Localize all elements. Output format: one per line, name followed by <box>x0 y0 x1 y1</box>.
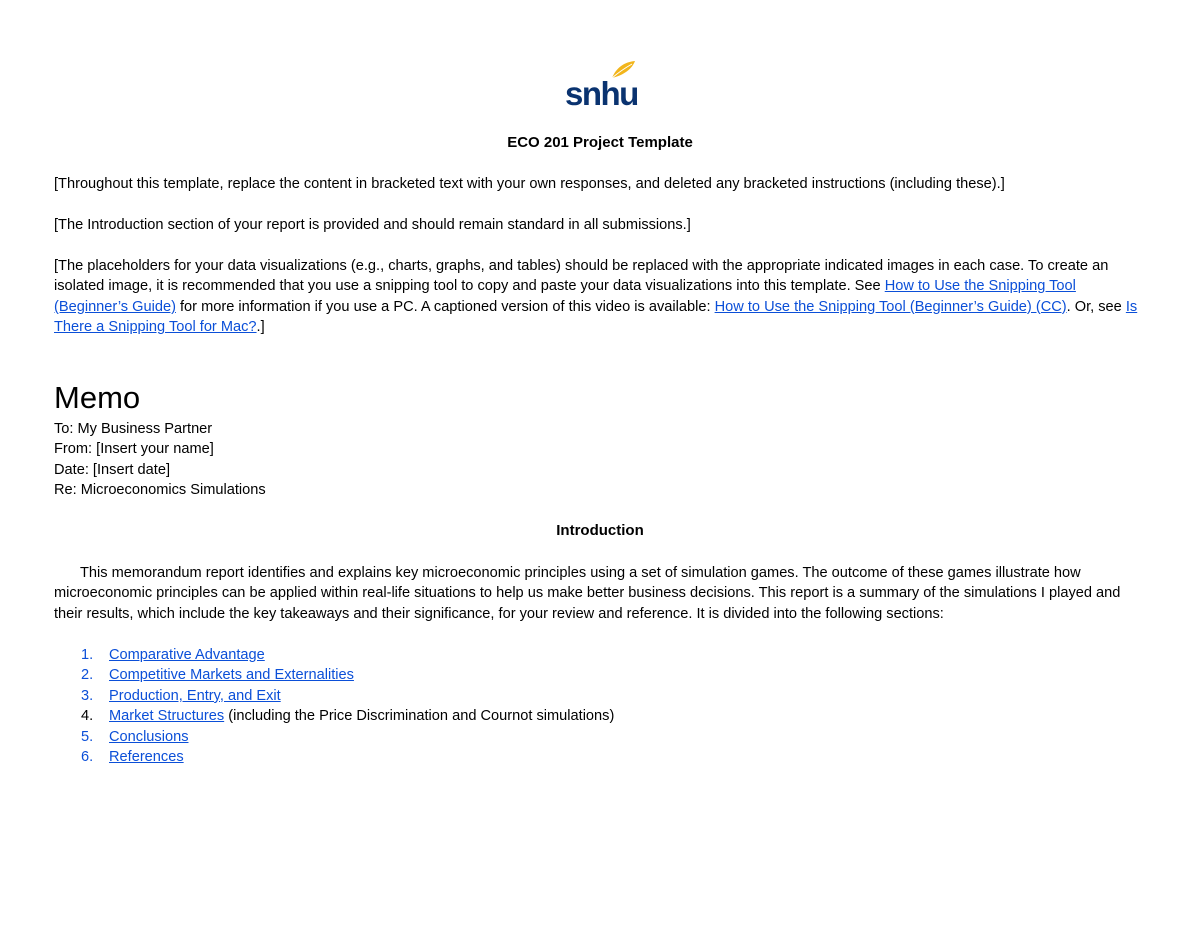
memo-heading: Memo <box>54 380 141 415</box>
instruction-text-b: for more information if you use a PC. A captioned version of this video is available: <box>175 298 715 315</box>
snipping-tool-guide-cc-link[interactable]: How to Use the Snipping Tool (Beginner’s Guide) (CC) <box>714 298 1067 315</box>
introduction-body: This memorandum report identifies and explains key microeconomic principles using a set of simulation games. The outcome of these games illustrate how microeconomic principles can be applied within real-life situations to help us make better business decisions. This report is a summary of the simulations I played and their results, which include the key takeaways and their significance, for your review and reference. It is divided into the following sections: <box>54 565 1121 622</box>
logo-text: snhu <box>565 75 638 112</box>
memo-date: Date: [Insert date] <box>54 461 171 478</box>
snhu-logo <box>565 60 638 112</box>
instruction-paragraph-3 <box>54 256 1146 338</box>
snipping-tool-mac-link[interactable]: Is There a Snipping Tool for Mac? <box>54 298 1138 336</box>
list-item <box>81 706 614 726</box>
toc-link-market-structures[interactable]: Market Structures <box>109 708 225 725</box>
instruction-text-d: .] <box>256 319 265 336</box>
toc-label: Production, Entry, and Exit <box>109 687 281 704</box>
toc-number: 3. <box>81 687 94 704</box>
memo-re: Re: Microeconomics Simulations <box>54 482 266 499</box>
document-page <box>54 0 1146 927</box>
toc-suffix: (including the Price Discrimination and Cournot simulations) <box>224 708 615 725</box>
toc-number: 2. <box>81 667 94 684</box>
toc-label: References <box>109 748 184 765</box>
toc-link-conclusions[interactable] <box>81 729 189 745</box>
instruction-text-a: [The placeholders for your data visualizations (e.g., charts, graphs, and tables) should be replaced with the appropriate indicated images in each case. To create an isolated image, it is recommended that you use a snipping tool to copy and paste your data visualizations into this template. See <box>54 258 1109 295</box>
document-title: ECO 201 Project Template <box>507 134 693 151</box>
list-item <box>81 747 614 767</box>
toc-link-references[interactable] <box>81 749 184 765</box>
memo-header-block <box>54 419 266 501</box>
instruction-paragraph-2: [The Introduction section of your report is provided and should remain standard in all submissions.] <box>54 217 691 233</box>
toc-link-comparative-advantage[interactable] <box>81 647 265 663</box>
list-item <box>81 665 614 685</box>
leaf-icon <box>610 60 636 80</box>
toc-link-production-entry-exit[interactable] <box>81 688 281 704</box>
instruction-text-c: . Or, see <box>1066 298 1126 315</box>
logo-area <box>54 60 1146 112</box>
instruction-paragraph-1: [Throughout this template, replace the content in bracketed text with your own responses, and deleted any bracketed instructions (including these).] <box>54 176 1005 192</box>
list-item <box>81 645 614 665</box>
introduction-heading: Introduction <box>556 522 644 539</box>
toc-number: 1. <box>81 647 94 663</box>
toc-number: 4. <box>81 708 94 725</box>
toc-link-competitive-markets[interactable] <box>81 667 354 683</box>
memo-to: To: My Business Partner <box>54 421 213 437</box>
snipping-tool-guide-link[interactable]: How to Use the Snipping Tool (Beginner’s Guide) <box>54 278 1076 315</box>
section-list <box>81 645 614 767</box>
memo-from: From: [Insert your name] <box>54 441 214 458</box>
toc-label: Competitive Markets and Externalities <box>109 667 354 684</box>
list-item <box>81 686 614 706</box>
toc-number: 6. <box>81 748 94 765</box>
toc-label: Conclusions <box>109 728 189 745</box>
toc-label: Comparative Advantage <box>109 647 265 663</box>
toc-number: 5. <box>81 728 94 745</box>
list-item <box>81 727 614 747</box>
